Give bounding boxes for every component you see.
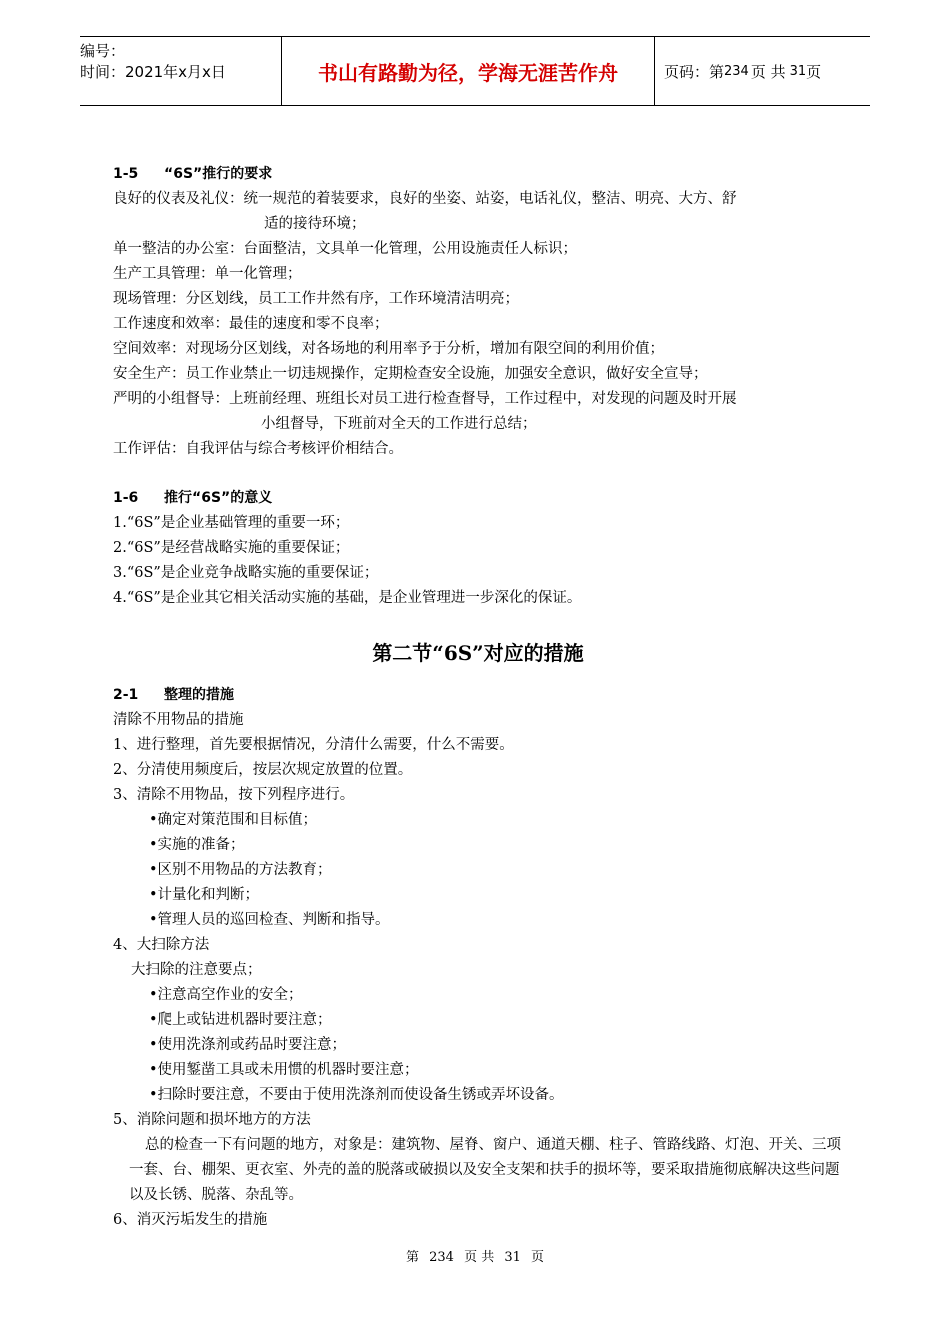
page-header [80,36,870,106]
footer-total: 31 [504,1250,521,1265]
text-line: 现场管理：分区划线，员工工作井然有序，工作环境清洁明亮； [113,291,519,307]
header-motto: 书山有路勤为径，学海无涯苦作舟 [281,37,655,105]
bullet-item: •使用洗涤剂或药品时要注意； [149,1037,347,1053]
text-line: 生产工具管理：单一化管理； [113,266,302,282]
step-item: 3、清除不用物品，按下列程序进行。 [113,787,355,803]
text-line: 工作速度和效率：最佳的速度和零不良率； [113,316,389,332]
list-item: 3.“6S”是企业竞争战略实施的重要保证； [113,565,379,581]
document-body [113,162,843,1233]
bullet-item: •扫除时要注意，不要由于使用洗涤剂而使设备生锈或弄坏设备。 [149,1087,564,1103]
text-line: 安全生产：员工作业禁止一切违规操作，定期检查安全设施，加强安全意识，做好安全宣导； [113,366,708,382]
text-line: 工作评估：自我评估与综合考核评价相结合。 [113,441,403,457]
bullet-item: •注意高空作业的安全； [149,987,303,1003]
bullet-item: •爬上或钻进机器时要注意； [149,1012,332,1028]
list-item: 1.“6S”是企业基础管理的重要一环； [113,515,350,531]
page-suffix: 页 [806,62,822,81]
text-line: 清除不用物品的措施 [113,712,244,728]
section-heading-1-5 [113,162,843,187]
text-line: 小组督导，下班前对全天的工作进行总结； [261,416,537,432]
section-title: “6S”推行的要求 [164,166,273,182]
step-item: 2、分清使用频度后，按层次规定放置的位置。 [113,762,413,778]
footer-prefix: 第 [405,1250,419,1265]
step-item: 6、消灭污垢发生的措施 [113,1212,268,1228]
page-prefix: 页码：第 [664,62,725,81]
section-number: 2-1 [113,687,139,703]
bullet-item: •计量化和判断； [149,887,260,903]
step-item: 4、大扫除方法 [113,937,210,953]
page-total: 31 [789,63,807,79]
paragraph: 总的检查一下有问题的地方，对象是：建筑物、屋脊、窗户、通道天棚、柱子、管路线路、灯泡、开关、三项一套、台、棚架、更衣室、外壳的盖的脱落或破损以及安全支架和扶手的损坏等，要采取措施彻底解决这些问题以及长锈、脱落、杂乱等。 [129,1137,841,1203]
step-item: 5、消除问题和损坏地方的方法 [113,1112,311,1128]
page-footer [0,1246,950,1265]
text-line: 严明的小组督导：上班前经理、班组长对员工进行检查督导，工作过程中，对发现的问题及时开展 [113,391,737,407]
header-page-info [654,37,880,105]
footer-current: 234 [429,1250,454,1265]
section-title: 整理的措施 [164,687,234,703]
bullet-item: •实施的准备； [149,837,245,853]
list-item: 2.“6S”是经营战略实施的重要保证； [113,540,350,556]
bullet-item: •管理人员的巡回检查、判断和指导。 [149,912,390,928]
section-number: 1-6 [113,490,139,506]
page-current: 234 [724,63,749,79]
text-line: 单一整洁的办公室：台面整洁，文具单一化管理，公用设施责任人标识； [113,241,577,257]
time-label: 时间：2021年x月x日 [80,63,226,81]
bullet-item: •区别不用物品的方法教育； [149,862,332,878]
bullet-item: •确定对策范围和目标值； [149,812,318,828]
step-item: 1、进行整理，首先要根据情况，分清什么需要，什么不需要。 [113,737,514,753]
list-item: 4.“6S”是企业其它相关活动实施的基础，是企业管理进一步深化的保证。 [113,590,582,606]
header-meta [80,37,280,109]
section-heading-2-1 [113,683,843,708]
section-number: 1-5 [113,166,139,182]
footer-suffix: 页 [531,1250,545,1265]
code-label: 编号： [80,42,126,60]
page-mid: 页 共 [750,62,786,81]
section-heading-1-6 [113,486,843,511]
text-line: 良好的仪表及礼仪：统一规范的着装要求，良好的坐姿、站姿，电话礼仪，整洁、明亮、大方、舒 [113,191,737,207]
chapter-title: 第二节“6S”对应的措施 [372,641,584,665]
text-line: 适的接待环境； [264,216,366,232]
text-line: 大扫除的注意要点； [131,962,262,978]
footer-mid: 页 共 [464,1250,495,1265]
section-title: 推行“6S”的意义 [164,490,273,506]
bullet-item: •使用錾凿工具或未用惯的机器时要注意； [149,1062,419,1078]
text-line: 空间效率：对现场分区划线，对各场地的利用率予于分析，增加有限空间的利用价值； [113,341,664,357]
